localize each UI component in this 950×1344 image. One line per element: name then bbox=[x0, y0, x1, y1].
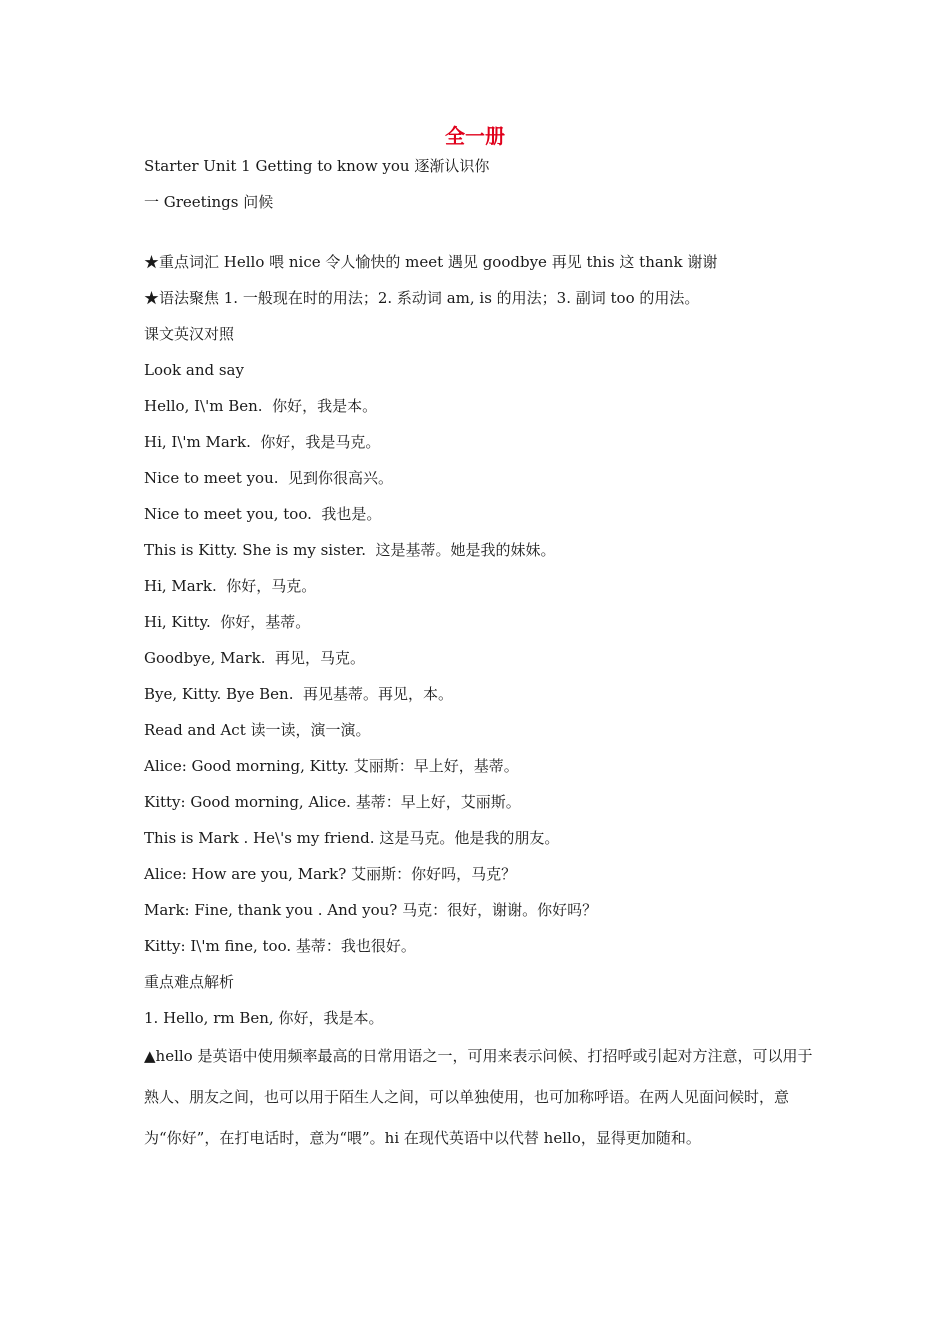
text-line: Alice: How are you, Mark? 艾丽斯：你好吗，马克？ bbox=[144, 865, 517, 883]
header-lines bbox=[144, 148, 814, 220]
text-line: Kitty: Good morning, Alice. 基蒂：早上好，艾丽斯。 bbox=[144, 793, 521, 811]
text-line: Look and say bbox=[144, 361, 244, 379]
text-line: Nice to meet you. 见到你很高兴。 bbox=[144, 469, 394, 487]
text-line: Kitty: I\'m fine, too. 基蒂：我也很好。 bbox=[144, 937, 416, 955]
text-line: Read and Act 读一读，演一演。 bbox=[144, 721, 371, 739]
explanation-paragraph: ▲hello 是英语中使用频率最高的日常用语之一，可用来表示问候、打招呼或引起对方注意，可以用于熟人、朋友之间，也可以用于陌生人之间，可以单独使用，也可加称呼语。在两人见面问候时，意为“你好”，在打电话时，意为“喂”。hi 在现代英语中以代替 hello，显得更加随和。 bbox=[144, 1047, 813, 1147]
text-line: Starter Unit 1 Getting to know you 逐渐认识你 bbox=[144, 157, 490, 175]
text-line: ★重点词汇 Hello 喂 nice 令人愉快的 meet 遇见 goodbye 再见 this 这 thank 谢谢 bbox=[144, 253, 718, 271]
text-line: This is Kitty. She is my sister. 这是基蒂。她是我的妹妹。 bbox=[144, 541, 556, 559]
text-line: This is Mark . He\'s my friend. 这是马克。他是我的朋友。 bbox=[144, 829, 560, 847]
text-line: Mark: Fine, thank you . And you? 马克：很好，谢谢。你好吗？ bbox=[144, 901, 598, 919]
text-line: Goodbye, Mark. 再见，马克。 bbox=[144, 649, 366, 667]
text-line: 重点难点解析 bbox=[144, 973, 235, 991]
text-line: Bye, Kitty. Bye Ben. 再见基蒂。再见，本。 bbox=[144, 685, 453, 703]
document-body bbox=[144, 148, 814, 1159]
text-line: 课文英汉对照 bbox=[144, 325, 235, 343]
text-line: Nice to meet you, too. 我也是。 bbox=[144, 505, 382, 523]
text-line: 1. Hello, rm Ben, 你好，我是本。 bbox=[144, 1009, 384, 1027]
text-line: Hi, I\'m Mark. 你好，我是马克。 bbox=[144, 433, 381, 451]
text-line: Hi, Mark. 你好，马克。 bbox=[144, 577, 317, 595]
text-line: Alice: Good morning, Kitty. 艾丽斯：早上好，基蒂。 bbox=[144, 757, 519, 775]
body-lines bbox=[144, 244, 814, 1036]
text-line: ★语法聚焦 1. 一般现在时的用法；2. 系动词 am, is 的用法；3. 副词 too 的用法。 bbox=[144, 289, 700, 307]
text-line: Hello, I\'m Ben. 你好，我是本。 bbox=[144, 397, 378, 415]
text-line: Hi, Kitty. 你好，基蒂。 bbox=[144, 613, 311, 631]
page-title: 全一册 bbox=[445, 124, 505, 148]
spacer bbox=[144, 220, 814, 244]
text-line: 一 Greetings 问候 bbox=[144, 193, 274, 211]
